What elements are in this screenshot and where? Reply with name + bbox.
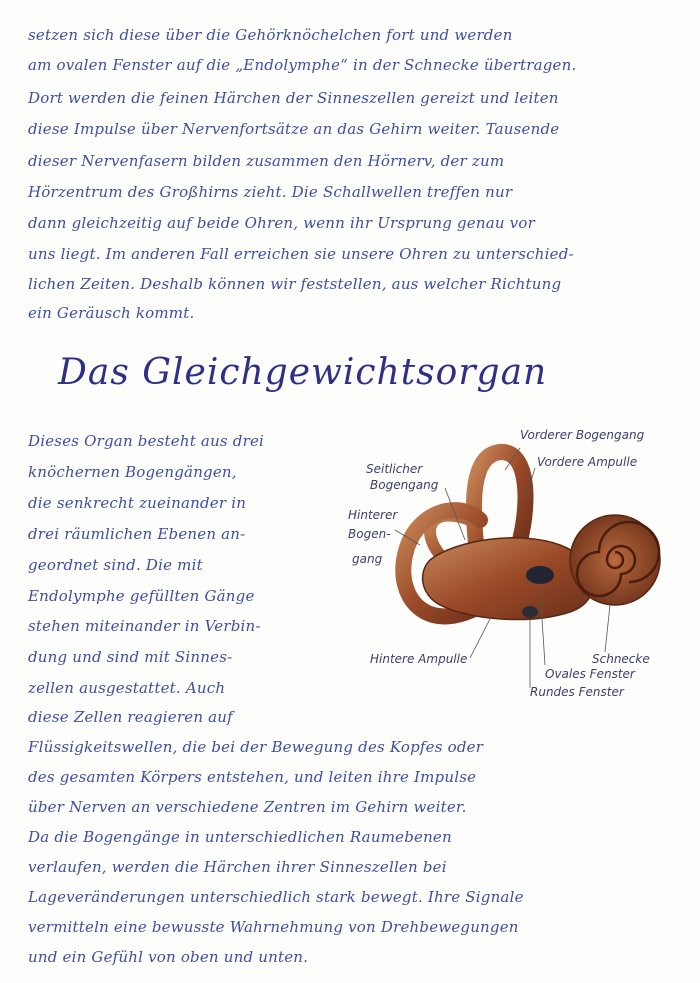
text-line: Endolymphe gefüllten Gänge — [28, 587, 255, 605]
text-line: dann gleichzeitig auf beide Ohren, wenn ihr Ursprung genau vor — [28, 214, 535, 232]
text-line: zellen ausgestattet. Auch — [28, 679, 226, 697]
label-round-window: Rundes Fenster — [530, 685, 624, 699]
text-line: und ein Gefühl von oben und unten. — [28, 948, 309, 966]
text-line: am ovalen Fenster auf die „Endolymphe“ in der Schnecke übertragen. — [28, 56, 577, 74]
text-line: stehen miteinander in Verbin- — [28, 617, 261, 635]
label-posterior-ampulla: Hintere Ampulle — [370, 652, 468, 666]
text-line: des gesamten Körpers entstehen, und leiten ihre Impulse — [28, 768, 477, 786]
label-cochlea: Schnecke — [592, 652, 650, 666]
label-lateral-canal: Seitlicher — [366, 462, 423, 476]
round-window — [522, 606, 538, 618]
text-line: drei räumlichen Ebenen an- — [28, 525, 246, 543]
text-line: Dort werden die feinen Härchen der Sinneszellen gereizt und leiten — [28, 89, 559, 107]
text-line: Hörzentrum des Großhirns zieht. Die Schallwellen treffen nur — [28, 183, 513, 201]
text-line: dieser Nervenfasern bilden zusammen den Hörnerv, der zum — [28, 152, 505, 170]
text-line: die senkrecht zueinander in — [28, 494, 247, 512]
label-posterior-canal: Bogen- — [348, 527, 391, 541]
text-line: Dieses Organ besteht aus drei — [28, 432, 265, 450]
vestibule — [423, 538, 594, 620]
text-line: geordnet sind. Die mit — [28, 556, 203, 574]
text-line: uns liegt. Im anderen Fall erreichen sie unsere Ohren zu unterschied- — [28, 245, 574, 263]
label-posterior-canal: gang — [352, 552, 383, 566]
label-posterior-canal: Hinterer — [348, 508, 398, 522]
text-line: dung und sind mit Sinnes- — [28, 648, 233, 666]
text-line: vermitteln eine bewusste Wahrnehmung von Drehbewegungen — [28, 918, 519, 936]
label-oval-window: Ovales Fenster — [545, 667, 635, 681]
text-line: Flüssigkeitswellen, die bei der Bewegung des Kopfes oder — [28, 738, 484, 756]
text-line: diese Zellen reagieren auf — [28, 708, 233, 726]
section-heading: Das Gleichgewichtsorgan — [58, 352, 548, 393]
text-line: ein Geräusch kommt. — [28, 304, 195, 322]
text-line: diese Impulse über Nervenfortsätze an das Gehirn weiter. Tausende — [28, 120, 560, 138]
text-line: setzen sich diese über die Gehörknöchelchen fort und werden — [28, 26, 513, 44]
text-line: Da die Bogengänge in unterschiedlichen Raumebenen — [28, 828, 452, 846]
text-line: lichen Zeiten. Deshalb können wir feststellen, aus welcher Richtung — [28, 275, 562, 293]
label-anterior-ampulla: Vordere Ampulle — [537, 455, 638, 469]
text-line: knöchernen Bogengängen, — [28, 463, 237, 481]
text-line: über Nerven an verschiedene Zentren im Gehirn weiter. — [28, 798, 467, 816]
text-line: verlaufen, werden die Härchen ihrer Sinneszellen bei — [28, 858, 447, 876]
label-lateral-canal: Bogengang — [370, 478, 439, 492]
oval-window — [526, 566, 554, 584]
text-line: Lageveränderungen unterschiedlich stark bewegt. Ihre Signale — [28, 888, 524, 906]
label-anterior-canal: Vorderer Bogengang — [520, 428, 645, 442]
